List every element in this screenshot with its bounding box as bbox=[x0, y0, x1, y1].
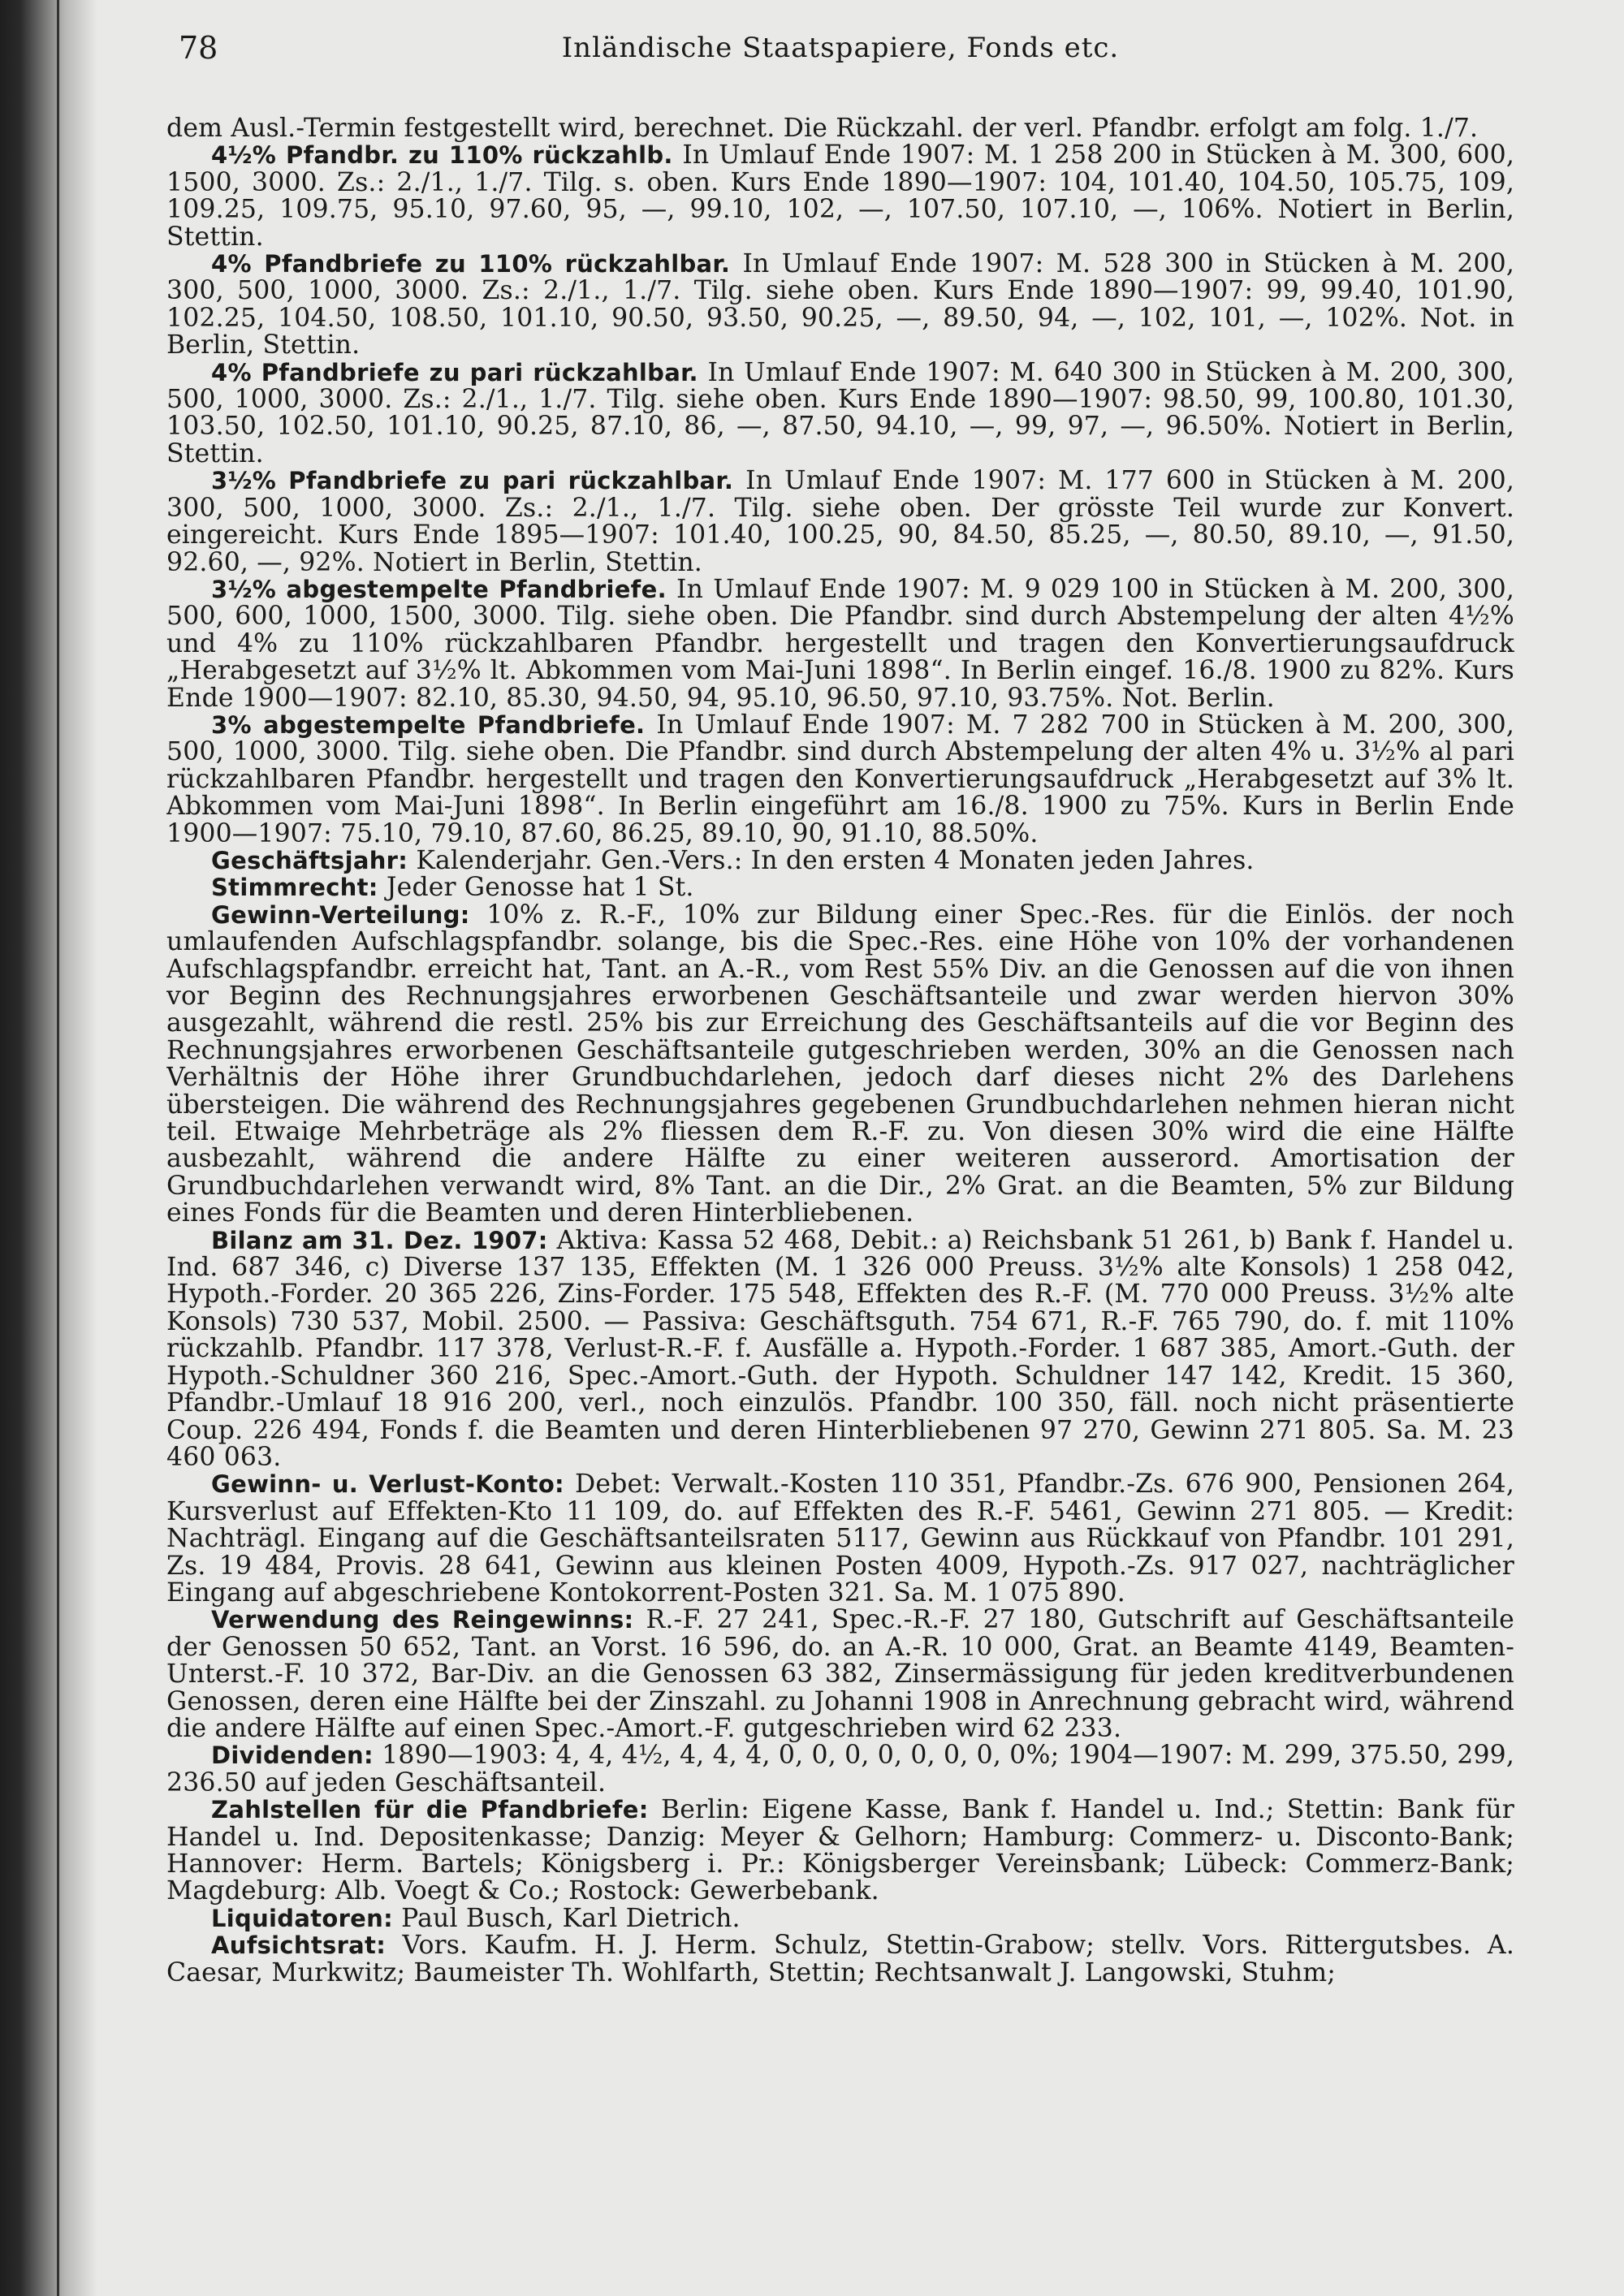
paragraph-stimmrecht bbox=[166, 874, 1514, 901]
paragraph-text: In Umlauf Ende 1907: M. 177 600 in Stücken à M. 200, 300, 500, 1000, 3000. Zs.: 2./1., 1./7. Tilg. siehe oben. Der grösste Teil wurde zur Konvert. eingereicht. Kurs Ende 1895—1907: 101.40, 100.25, 90, 84.50, 85.25, —, 80.50, 89.10, —, 91.50, 92.60, —, 92%. Notiert in Berlin, Stettin. bbox=[166, 466, 1514, 577]
paragraph-liquidatoren bbox=[166, 1905, 1514, 1932]
paragraph-pfandbr-4-5-110 bbox=[166, 142, 1514, 251]
paragraph-heading: 3% abgestempelte Pfandbriefe. bbox=[211, 710, 646, 739]
paragraph-text: In Umlauf Ende 1907: M. 7 282 700 in Stücken à M. 200, 300, 500, 1000, 3000. Tilg. siehe oben. Die Pfandbr. sind durch Abstempelung der alten 4% u. 3½% al pari rückzahlbaren Pfandbr. hergestellt und tragen den Konvertierungsaufdruck „Herabgesetzt auf 3% lt. Abkommen vom Mai-Juni 1898“. In Berlin eingeführt am 16./8. 1900 zu 75%. Kurs in Berlin Ende 1900—1907: 75.10, 79.10, 87.60, 86.25, 89.10, 90, 91.10, 88.50%. bbox=[166, 710, 1514, 848]
paragraph-gewinn-verteilung bbox=[166, 902, 1514, 1228]
paragraph-heading: 3½% abgestempelte Pfandbriefe. bbox=[211, 575, 667, 603]
paragraph-text: Vors. Kaufm. H. J. Herm. Schulz, Stettin-Grabow; stellv. Vors. Rittergutsbes. A. Caesar, Murkwitz; Baumeister Th. Wohlfarth, Stettin; Rechtsanwalt J. Langowski, Stuhm; bbox=[166, 1931, 1514, 1987]
paragraph-geschaeftsjahr bbox=[166, 845, 1514, 875]
paragraph-heading: Dividenden: bbox=[211, 1741, 374, 1770]
paragraph-bilanz bbox=[166, 1225, 1514, 1472]
paragraph-zahlstellen bbox=[166, 1797, 1514, 1905]
paragraph-heading: Liquidatoren: bbox=[211, 1904, 393, 1932]
paragraph-heading: Aufsichtsrat: bbox=[211, 1931, 387, 1960]
book-binding-shadow bbox=[0, 0, 97, 2296]
paragraph-text: Jeder Genosse hat 1 St. bbox=[386, 873, 694, 903]
paragraph-text: In Umlauf Ende 1907: M. 640 300 in Stücken à M. 200, 300, 500, 1000, 3000. Zs.: 2./1., 1./7. Tilg. siehe oben. Kurs Ende 1890—1907: 98.50, 99, 100.80, 101.30, 103.50, 102.50, 101.10, 90.25, 87.10, 86, —, 87.50, 94.10, —, 99, 97, —, 96.50%. Notiert in Berlin, Stettin. bbox=[166, 357, 1514, 468]
paragraph-text: Aktiva: Kassa 52 468, Debit.: a) Reichsbank 51 261, b) Bank f. Handel u. Ind. 687 346, c) Diverse 137 135, Effekten (M. 1 326 000 Preuss. 3½% alte Konsols) 1 258 042, Hypoth.-Forder. 20 365 226, Zins-Forder. 175 548, Effekten des R.-F. (M. 770 000 Preuss. 3½% alte Konsols) 730 537, Mobil. 2500. — Passiva: Geschäftsguth. 754 671, R.-F. 765 790, do. f. mit 110% rückzahlb. Pfandbr. 117 378, Verlust-R.-F. f. Ausfälle a. Hypoth.-Forder. 1 687 385, Amort.-Guth. der Hypoth.-Schuldner 360 216, Spec.-Amort.-Guth. der Hypoth. Schuldner 147 142, Kredit. 15 360, Pfandbr.-Umlauf 18 916 200, verl., noch einzulös. Pfandbr. 100 350, fäll. noch nicht präsentierte Coup. 226 494, Fonds f. die Beamten und deren Hinterbliebenen 97 270, Gewinn 271 805. Sa. M. 23 460 063. bbox=[166, 1225, 1514, 1472]
running-head: Inländische Staatspapiere, Fonds etc. bbox=[561, 32, 1120, 64]
paragraph-abgestempelt-3 bbox=[166, 712, 1514, 848]
paragraph-aufsichtsrat bbox=[166, 1932, 1514, 1987]
paragraph-gewinn-verlust-konto bbox=[166, 1471, 1514, 1607]
paragraph-heading: Gewinn-Verteilung: bbox=[211, 900, 470, 929]
paragraph-heading: 4% Pfandbriefe zu pari rückzahlbar. bbox=[211, 358, 698, 386]
paragraph-heading: Geschäftsjahr: bbox=[211, 846, 408, 874]
paragraph-heading: Stimmrecht: bbox=[211, 874, 378, 902]
paragraph-pfandbr-4-110 bbox=[166, 251, 1514, 360]
document-page bbox=[166, 23, 1514, 2288]
paragraph-text: Kalenderjahr. Gen.-Vers.: In den ersten 4 Monaten jeden Jahres. bbox=[416, 845, 1255, 875]
paragraph-heading: 4% Pfandbriefe zu 110% rückzahlbar. bbox=[211, 250, 731, 278]
paragraph-pfandbr-3-5-pari bbox=[166, 468, 1514, 576]
paragraph-text: Berlin: Eigene Kasse, Bank f. Handel u. Ind.; Stettin: Bank für Handel u. Ind. Depositenkasse; Danzig: Meyer & Gelhorn; Hamburg: Commerz- u. Disconto-Bank; Hannover: Herm. Bartels; Königsberg i. Pr.: Königsberger Vereinsbank; Lübeck: Commerz-Bank; Magdeburg: Alb. Voegt & Co.; Rostock: Gewerbebank. bbox=[166, 1795, 1514, 1906]
paragraph-text: dem Ausl.-Termin festgestellt wird, berechnet. Die Rückzahl. der verl. Pfandbr. erfolgt am folg. 1./7. bbox=[166, 114, 1479, 143]
paragraph-text: R.-F. 27 241, Spec.-R.-F. 27 180, Gutschrift auf Geschäftsanteile der Genossen 50 652, Tant. an Vorst. 16 596, do. an A.-R. 10 000, Grat. an Beamte 4149, Beamten-Unterst.-F. 10 372, Bar-Div. an die Genossen 63 382, Zinsermässigung für jeden kreditverbundenen Genossen, deren eine Hälfte bei der Zinszahl. zu Johanni 1908 in Anrechnung gebracht wird, während die andere Hälfte auf einen Spec.-Amort.-F. gutgeschrieben wird 62 233. bbox=[166, 1605, 1514, 1743]
paragraph-text: Paul Busch, Karl Dietrich. bbox=[401, 1903, 741, 1933]
paragraph-text: In Umlauf Ende 1907: M. 9 029 100 in Stücken à M. 200, 300, 500, 600, 1000, 1500, 3000. Tilg. siehe oben. Die Pfandbr. sind durch Abstempelung der alten 4½% und 4% zu 110% rückzahlbaren Pfandbr. hergestellt und tragen den Konvertierungsaufdruck „Herabgesetzt auf 3½% lt. Abkommen vom Mai-Juni 1898“. In Berlin eingef. 16./8. 1900 zu 82%. Kurs Ende 1900—1907: 82.10, 85.30, 94.50, 94, 95.10, 96.50, 97.10, 93.75%. Not. Berlin. bbox=[166, 574, 1514, 713]
paragraph-heading: 4½% Pfandbr. zu 110% rückzahlb. bbox=[211, 141, 673, 170]
document-body bbox=[166, 115, 1514, 1987]
paragraph-text: 10% z. R.-F., 10% zur Bildung einer Spec.-Res. für die Einlös. der noch umlaufenden Aufschlagspfandbr. solange, bis die Spec.-Res. eine Höhe von 10% der vorhandenen Aufschlagspfandbr. erreicht hat, Tant. an A.-R., vom Rest 55% Div. an die Genossen auf die von ihnen vor Beginn des Rechnungsjahres erworbenen Geschäftsanteile und zwar werden hiervon 30% ausgezahlt, während die restl. 25% bis zur Erreichung des Geschäftsanteils auf die vor Beginn des Rechnungsjahres erworbenen Geschäftsanteile gutgeschrieben werden, 30% an die Genossen nach Verhältnis der Höhe ihrer Grundbuchdarlehen, jedoch darf dieses nicht 2% des Darlehens übersteigen. Die während des Rechnungsjahres gegebenen Grundbuchdarlehen nehmen hieran nicht teil. Etwaige Mehrbeträge als 2% fliessen dem R.-F. zu. Von diesen 30% wird die eine Hälfte ausbezahlt, während die andere Hälfte zu einer weiteren ausserord. Amortisation der Grundbuchdarlehen verwandt wird, 8% Tant. an die Dir., 2% Grat. an die Beamten, 5% zur Bildung eines Fonds für die Beamten und deren Hinterbliebenen. bbox=[166, 900, 1514, 1228]
paragraph-text: In Umlauf Ende 1907: M. 1 258 200 in Stücken à M. 300, 600, 1500, 3000. Zs.: 2./1., 1./7. Tilg. s. oben. Kurs Ende 1890—1907: 104, 101.40, 104.50, 105.75, 109, 109.25, 109.75, 95.10, 97.60, 95, —, 99.10, 102, —, 107.50, 107.10, —, 106%. Notiert in Berlin, Stettin. bbox=[166, 140, 1514, 252]
paragraph-text: In Umlauf Ende 1907: M. 528 300 in Stücken à M. 200, 300, 500, 1000, 3000. Zs.: 2./1., 1./7. Tilg. siehe oben. Kurs Ende 1890—1907: 99, 99.40, 101.90, 102.25, 104.50, 108.50, 101.10, 90.50, 93.50, 90.25, —, 89.50, 94, —, 102, 101, —, 102%. Not. in Berlin, Stettin. bbox=[166, 249, 1514, 360]
page-number: 78 bbox=[179, 30, 218, 66]
binding-edge-line bbox=[57, 0, 59, 2296]
paragraph-heading: Gewinn- u. Verlust-Konto: bbox=[211, 1470, 564, 1499]
paragraph-continuation bbox=[166, 115, 1514, 142]
paragraph-verwendung-reingewinn bbox=[166, 1607, 1514, 1742]
paragraph-heading: Verwendung des Reingewinns: bbox=[211, 1606, 634, 1634]
paragraph-heading: Zahlstellen für die Pfandbriefe: bbox=[211, 1796, 649, 1824]
paragraph-dividenden bbox=[166, 1742, 1514, 1797]
page-header bbox=[166, 23, 1514, 73]
paragraph-text: Debet: Verwalt.-Kosten 110 351, Pfandbr.-Zs. 676 900, Pensionen 264, Kursverlust auf Effekten-Kto 11 109, do. auf Effekten des R.-F. 5461, Gewinn 271 805. — Kredit: Nachträgl. Eingang auf die Geschäftsanteilsraten 5117, Gewinn aus Rückkauf von Pfandbr. 101 291, Zs. 19 484, Provis. 28 641, Gewinn aus kleinen Posten 4009, Hypoth.-Zs. 917 027, nachträglicher Eingang auf abgeschriebene Kontokorrent-Posten 321. Sa. M. 1 075 890. bbox=[166, 1470, 1514, 1608]
paragraph-pfandbr-4-pari bbox=[166, 357, 1514, 468]
paragraph-text: 1890—1903: 4, 4, 4½, 4, 4, 4, 0, 0, 0, 0, 0, 0, 0, 0%; 1904—1907: M. 299, 375.50, 299, 236.50 auf jeden Geschäftsanteil. bbox=[166, 1741, 1514, 1798]
paragraph-heading: 3½% Pfandbriefe zu pari rückzahlbar. bbox=[211, 467, 734, 495]
paragraph-heading: Bilanz am 31. Dez. 1907: bbox=[211, 1226, 548, 1254]
paragraph-abgestempelt-3-5 bbox=[166, 576, 1514, 712]
